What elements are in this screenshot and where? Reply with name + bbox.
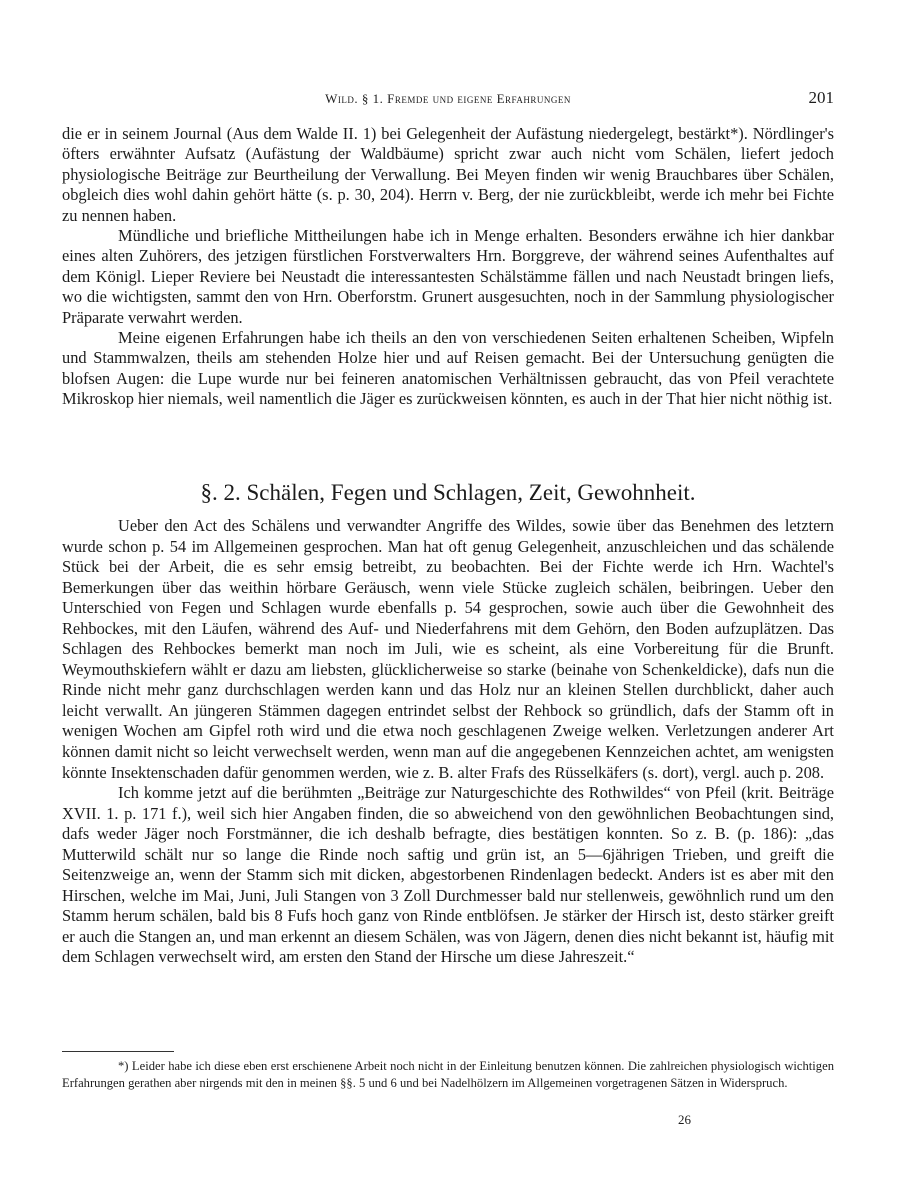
paragraph: die er in seinem Journal (Aus dem Walde II. 1) bei Gelegenheit der Aufästung niedergelegt, bestärkt*). Nördlinger's öfters erwähnter Aufsatz (Aufästung der Waldbäume) spricht zwar auch nicht vom Schälen, liefert jedoch physiologische Beiträge zur Beurtheilung der Verwallung. Bei Meyen finden wir wenig Brauchbares über Schälen, obgleich dies wohl dahin gehört hätte (s. p. 30, 204). Herrn v. Berg, der nie zurückbleibt, werde ich mehr bei Fichte zu nennen haben. xyxy=(62,124,834,225)
signature-mark: 26 xyxy=(678,1112,691,1127)
paragraph: Meine eigenen Erfahrungen habe ich theils an den von verschiedenen Seiten erhaltenen Scheiben, Wipfeln und Stammwalzen, theils am stehenden Holze hier und auf Reisen gemacht. Bei der Untersuchung genügten die blofsen Augen: die Lupe wurde nur bei feineren anatomischen Verhältnissen gebraucht, das von Pfeil verachtete Mikroskop hier niemals, weil namentlich die Jäger es zurückweisen könnten, es auch in der That hier nicht nöthig ist. xyxy=(62,328,834,409)
section-1-body xyxy=(62,124,834,410)
running-title: Wild. § 1. Fremde und eigene Erfahrungen xyxy=(325,91,571,106)
footnote-rule xyxy=(62,1051,174,1052)
section-2-body xyxy=(62,516,834,968)
running-head xyxy=(62,88,834,112)
page-number: 201 xyxy=(808,88,834,107)
footnote-text: *) Leider habe ich diese eben erst erschienene Arbeit noch nicht in der Einleitung benutzen können. Die zahlreichen physiologisch wichtigen Erfahrungen gerathen aber nirgends mit den in meinen §§. 5 und 6 und bei Nadelhölzern im Allgemeinen vorgetragenen Sätzen in Widerspruch. xyxy=(62,1059,834,1090)
section-heading: §. 2. Schälen, Fegen und Schlagen, Zeit, Gewohnheit. xyxy=(200,480,696,505)
paragraph: Ich komme jetzt auf die berühmten „Beiträge zur Naturgeschichte des Rothwildes“ von Pfeil (krit. Beiträge XVII. 1. p. 171 f.), weil sich hier Angaben finden, die so abweichend von den gewöhnlichen Beobachtungen sind, dafs weder Jäger noch Forstmänner, die ich deshalb befragte, dies bestätigen konnten. So z. B. (p. 186): „das Mutterwild schält nur so lange die Rinde noch saftig und grün ist, an 5—6jährigen Trieben, und greift die Seitenzweige an, wenn der Stamm sich mit dicken, abgestorbenen Rindenlagen bedeckt. Anders ist es aber mit den Hirschen, welche im Mai, Juni, Juli Stangen von 3 Zoll Durchmesser bald nur stellenweis, gewöhnlich rund um den Stamm herum schälen, bald bis 8 Fufs hoch ganz von Rinde entblöfsen. Je stärker der Hirsch ist, desto stärker greift er auch die Stangen an, und man erkennt an diesem Schälen, was von Jägern, denen dies nicht bekannt ist, häufig mit dem Schlagen verwechselt wird, am ersten den Stand der Hirsche um diese Jahreszeit.“ xyxy=(62,783,834,967)
paragraph: Mündliche und briefliche Mittheilungen habe ich in Menge erhalten. Besonders erwähne ich hier dankbar eines alten Zuhörers, des jetzigen fürstlichen Forstverwalters Hrn. Borggreve, der während seines Aufenthaltes auf dem Königl. Lieper Reviere bei Neustadt die interessantesten Schälstämme fällen und nach Neustadt bringen liefs, wo die wichtigsten, sammt den von Hrn. Oberforstm. Grunert ausgesuchten, noch in der Sammlung physiologischer Präparate verwahrt werden. xyxy=(62,226,834,327)
paragraph: Ueber den Act des Schälens und verwandter Angriffe des Wildes, sowie über das Benehmen des letztern wurde schon p. 54 im Allgemeinen gesprochen. Man hat oft genug Gelegenheit, anzuschleichen und das schälende Stück bei der Arbeit, die es sehr emsig betreibt, zu beobachten. Bei der Fichte werde ich Hrn. Wachtel's Bemerkungen über das weithin hörbare Geräusch, wenn viele Stücke zugleich schälen, beibringen. Ueber den Unterschied von Fegen und Schlagen wurde ebenfalls p. 54 gesprochen, sowie auch über die Gewohnheit des Rehbockes, mit den Läufen, während des Auf- und Niederfahrens mit dem Gehörn, den Boden aufzuplätzen. Das Schlagen des Rehbockes bemerkt man noch im Juli, wie es scheint, als eine Vorbereitung für die Brunft. Weymouthskiefern wählt er dazu am liebsten, glücklicherweise so starke (beinahe von Schenkeldicke), dafs nun die Rinde nicht mehr ganz durchschlagen werden kann und das Holz nur an kleinen Stellen durchblickt, daher auch leicht verwallt. An jüngeren Stämmen dagegen entrindet selbst der Rehbock so gründlich, dafs der Stamm oft in wenigen Wochen am Gipfel roth wird und die etwa noch geschlagenen Zweige welken. Verletzungen anderer Art können damit nicht so leicht verwechselt werden, wenn man auf die angegebenen Kennzeichen achtet, am wenigsten könnte Insektenschaden dafür genommen werden, wie z. B. alter Frafs des Rüsselkäfers (s. dort), vergl. auch p. 208. xyxy=(62,516,834,782)
footnote xyxy=(62,1058,834,1092)
